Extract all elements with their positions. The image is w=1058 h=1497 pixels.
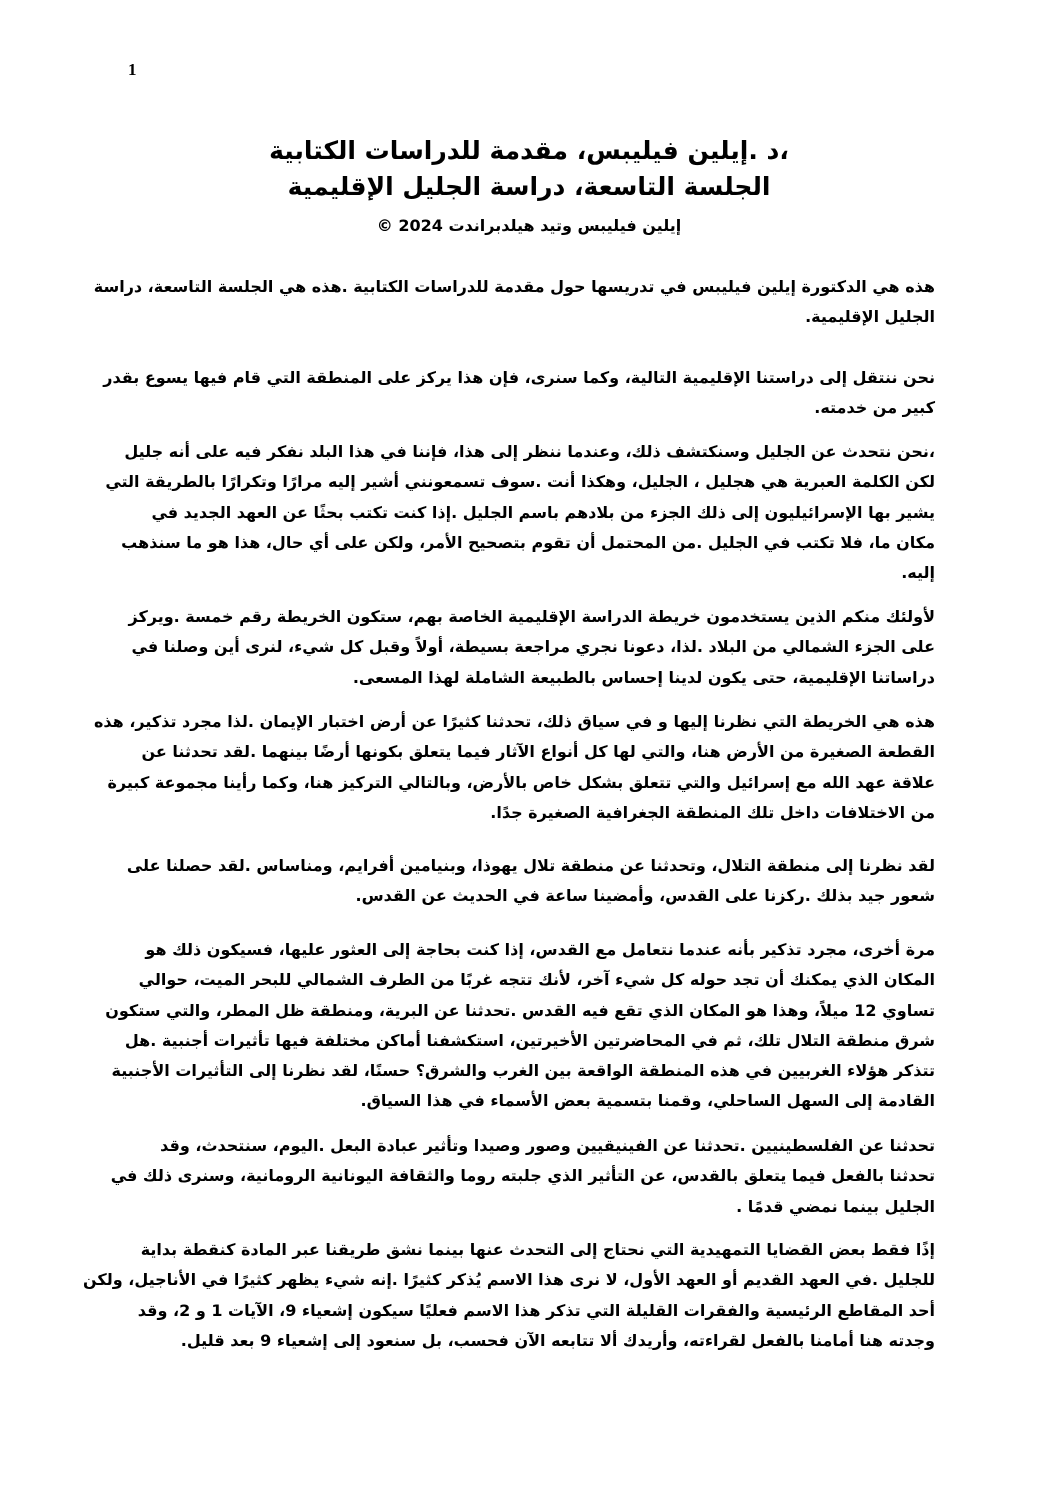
text-line: ،نحن نتحدث عن الجليل وسنكتشف ذلك، وعندما ننظر إلى هذا، فإننا في هذا البلد نفكر فيه على أنه جليل — [124, 442, 935, 461]
text-line: هذه هي الخريطة التي نظرنا إليها و في سياق ذلك، تحدثنا كثيرًا عن أرض اختبار الإيمان .لذا مجرد تذكير، هذه — [93, 712, 935, 731]
text-line: وجدته هنا أمامنا بالفعل لقراءته، وأريدك ألا تتابعه الآن فحسب، بل سنعود إلى إشعياء 9 بعد قليل. — [180, 1330, 935, 1350]
text-line: كبير من خدمته. — [814, 398, 935, 418]
copyright-line: إيلين فيليبس وتيد هيلدبراندت 2024 © — [376, 216, 682, 235]
text-line: نحن ننتقل إلى دراستنا الإقليمية التالية، وكما سنرى، فإن هذا يركز على المنطقة التي قام فيها يسوع بقدر — [103, 368, 935, 387]
text-line: إليه. — [901, 563, 935, 583]
text-line: تحدثنا بالفعل فيما يتعلق بالقدس، عن التأثير الذي جلبته روما والثقافة اليونانية الرومانية، وسنرى ذلك في — [110, 1166, 935, 1186]
text-line: المكان الذي يمكنك أن تجد حوله كل شيء آخر، لأنك تتجه غربًا من الطرف الشمالي للبحر الميت، حوالي — [138, 970, 935, 990]
text-line: علاقة عهد الله مع إسرائيل والتي تتعلق بشكل خاص بالأرض، وبالتالي التركيز هنا، وكما رأينا مجموعة كبيرة — [107, 772, 935, 792]
text-line: هذه هي الدكتورة إيلين فيليبس في تدريسها حول مقدمة للدراسات الكتابية .هذه هي الجلسة التاسعة، دراسة — [93, 277, 935, 296]
text-line: الجليل بينما نمضي قدمًا . — [736, 1196, 935, 1216]
text-line: أحد المقاطع الرئيسية والفقرات القليلة التي تذكر هذا الاسم فعليًا سيكون إشعياء 9، الآيات 1 و 2، وقد — [137, 1300, 935, 1320]
text-line: يشير بها الإسرائيليون إلى ذلك الجزء من بلادهم باسم الجليل .إذا كنت تكتب بحثًا عن العهد الجديد في — [151, 502, 935, 522]
text-line: للجليل .في العهد القديم أو العهد الأول، لا نرى هذا الاسم يُذكر كثيرًا .إنه شيء يظهر كثيرًا في الأناجيل، ولكن — [83, 1270, 935, 1290]
paragraph — [105, 935, 935, 1117]
title-line-1: ،د .إيلين فيليبس، مقدمة للدراسات الكتابية — [269, 136, 789, 165]
text-line: القطعة الصغيرة من الأرض هنا، والتي لها كل أنواع الآثار فيما يتعلق بكونها أرضًا بينهما .لقد تحدثنا عن — [141, 742, 935, 762]
paragraph — [103, 363, 935, 424]
text-line: دراساتنا الإقليمية، حتى يكون لدينا إحساس بالطبيعة الشاملة لهذا المسعى. — [352, 667, 935, 687]
paragraph — [93, 707, 935, 828]
text-line: تتذكر هؤلاء الغربيين في هذه المنطقة الواقعة بين الغرب والشرق؟ حسنًا، لقد نظرنا إلى التأثيرات الأجنبية — [111, 1061, 935, 1081]
paragraph — [110, 1131, 935, 1222]
paragraph — [105, 437, 935, 588]
text-line: مكان ما، فلا تكتب في الجليل .من المحتمل أن تقوم بتصحيح الأمر، ولكن على أي حال، هذا هو ما سنذهب — [121, 532, 935, 552]
text-line: القادمة إلى السهل الساحلي، وقمنا بتسمية بعض الأسماء في هذا السياق. — [360, 1091, 935, 1111]
paragraph — [83, 1235, 935, 1356]
page-number: 1 — [128, 60, 137, 79]
text-line: لقد نظرنا إلى منطقة التلال، وتحدثنا عن منطقة تلال يهوذا، وبنيامين أفرايم، ومناساس .لقد حصلنا على — [126, 856, 935, 875]
text-line: من الاختلافات داخل تلك المنطقة الجغرافية الصغيرة جدًا. — [490, 802, 935, 822]
paragraph — [93, 272, 935, 333]
text-line: شرق منطقة التلال تلك، ثم في المحاضرتين الأخيرتين، استكشفنا أماكن مختلفة فيها تأثيرات أجنبية .هل — [124, 1030, 935, 1050]
text-line: لأولئك منكم الذين يستخدمون خريطة الدراسة الإقليمية الخاصة بهم، ستكون الخريطة رقم خمسة .ويركز — [128, 607, 935, 626]
text-line: تساوي 12 ميلاً، وهذا هو المكان الذي تقع فيه القدس .تحدثنا عن البرية، ومنطقة ظل المطر، والتي ستكون — [105, 1000, 935, 1020]
text-line: مرة أخرى، مجرد تذكير بأنه عندما نتعامل مع القدس، إذا كنت بحاجة إلى العثور عليها، فسيكون ذلك هو — [145, 940, 935, 959]
paragraph — [128, 602, 935, 693]
text-line: على الجزء الشمالي من البلاد .لذا، دعونا نجري مراجعة بسيطة، أولاً وقبل كل شيء، لنرى أين وصلنا في — [131, 637, 935, 657]
title-line-2: الجلسة التاسعة، دراسة الجليل الإقليمية — [287, 172, 771, 201]
text-line: شعور جيد بذلك .ركزنا على القدس، وأمضينا ساعة في الحديث عن القدس. — [355, 886, 935, 906]
text-line: تحدثنا عن الفلسطينيين .تحدثنا عن الفينيقيين وصور وصيدا وتأثير عبادة البعل .اليوم، سنتحدث، وقد — [160, 1136, 935, 1155]
text-line: الجليل الإقليمية. — [805, 307, 935, 327]
text-line: لكن الكلمة العبرية هي هجليل ، الجليل، وهكذا أنت .سوف تسمعونني أشير إليه مرارًا وتكرارًا بالطريقة التي — [105, 472, 935, 492]
paragraph — [126, 851, 935, 912]
text-line: إذًا فقط بعض القضايا التمهيدية التي نحتاج إلى التحدث عنها بينما نشق طريقنا عبر المادة كنقطة بداية — [140, 1240, 935, 1259]
